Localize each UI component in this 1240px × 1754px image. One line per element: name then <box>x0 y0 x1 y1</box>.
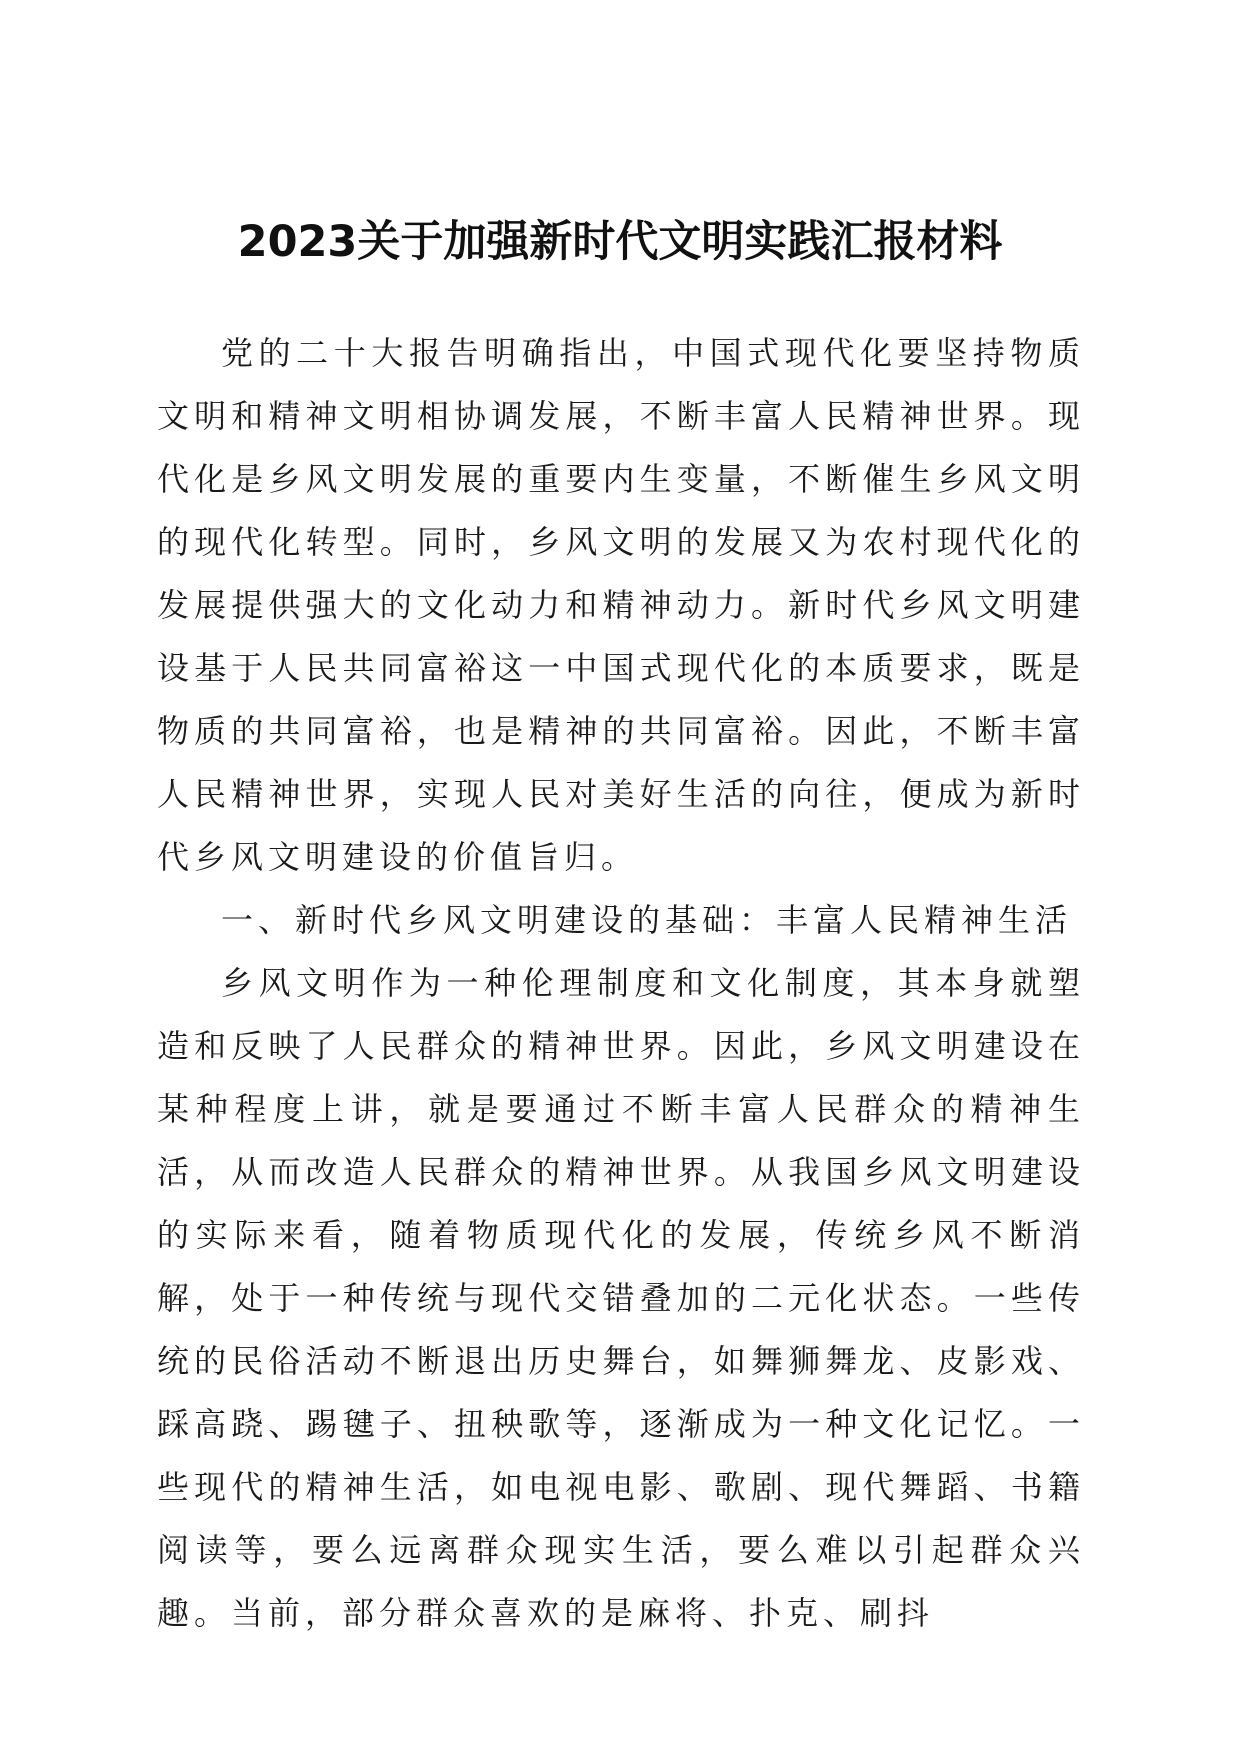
paragraph-section-1: 乡风文明作为一种伦理制度和文化制度，其本身就塑造和反映了人民群众的精神世界。因此，乡风文明建设在某种程度上讲，就是要通过不断丰富人民群众的精神生活，从而改造人民群众的精神世界。从我国乡风文明建设的实际来看，随着物质现代化的发展，传统乡风不断消解，处于一种传统与现代交错叠加的二元化状态。一些传统的民俗活动不断退出历史舞台，如舞狮舞龙、皮影戏、踩高跷、踢毽子、扭秧歌等，逐渐成为一种文化记忆。一些现代的精神生活，如电视电影、歌剧、现代舞蹈、书籍阅读等，要么远离群众现实生活，要么难以引起群众兴趣。当前，部分群众喜欢的是麻将、扑克、刷抖 <box>157 964 1085 1632</box>
section-heading-1: 一、新时代乡风文明建设的基础：丰富人民精神生活 <box>221 901 1073 939</box>
paragraph-intro: 党的二十大报告明确指出，中国式现代化要坚持物质文明和精神文明相协调发展，不断丰富人民精神世界。现代化是乡风文明发展的重要内生变量，不断催生乡风文明的现代化转型。同时，乡风文明的发展又为农村现代化的发展提供强大的文化动力和精神动力。新时代乡风文明建设基于人民共同富裕这一中国式现代化的本质要求，既是物质的共同富裕，也是精神的共同富裕。因此，不断丰富人民精神世界，实现人民对美好生活的向往，便成为新时代乡风文明建设的价值旨归。 <box>157 334 1085 876</box>
document-title: 2023关于加强新时代文明实践汇报材料 <box>237 217 1003 267</box>
document-body <box>157 322 1085 1645</box>
